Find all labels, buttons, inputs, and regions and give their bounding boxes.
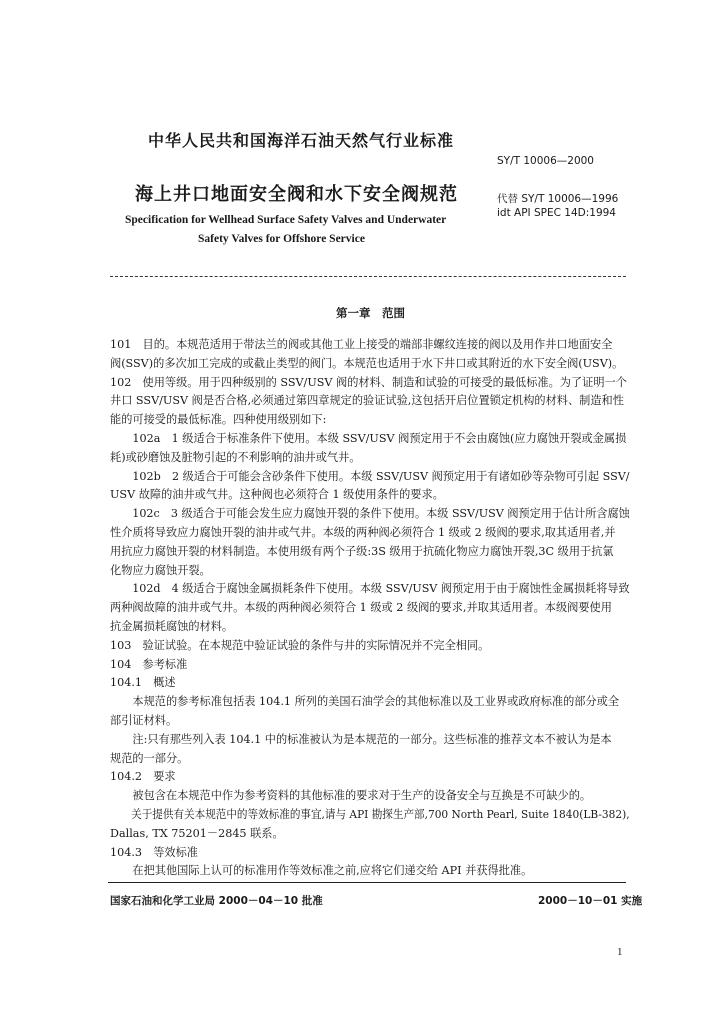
standard-number: SY/T 10006—2000 <box>497 155 594 167</box>
body-line: 104.3 等效标准 <box>110 845 198 859</box>
body-line: 在把其他国际上认可的标准用作等效标准之前,应将它们递交给 API 并获得批准。 <box>110 864 533 878</box>
body-line: 部引证材料。 <box>110 714 178 727</box>
body-line: 102c 3 级适合于可能会发生应力腐蚀开裂的条件下使用。本级 SSV/USV 阀预定用于估计所含腐蚀 <box>110 507 630 521</box>
document-title-cn: 海上井口地面安全阀和水下安全阀规范 <box>135 184 458 205</box>
footer-divider <box>108 882 626 883</box>
body-line: 102 使用等级。用于四种级别的 SSV/USV 阀的材料、制造和试验的可接受的最低标准。为了证明一个 <box>110 375 627 389</box>
document-title-en-line1: Specification for Wellhead Surface Safety Valves and Underwater <box>125 214 447 226</box>
body-line: 规范的一部分。 <box>110 751 189 765</box>
standard-category-title: 中华人民共和国海洋石油天然气行业标准 <box>148 131 455 150</box>
body-line: 101 目的。本规范适用于带法兰的阀或其他工业上接受的端部非螺纹连接的阀以及用作井口地面安全 <box>110 338 613 351</box>
body-line: 性介质将导致应力腐蚀开裂的油井或气井。本级的两种阀必须符合 1 级或 2 级阀的要求,取其适用者,并 <box>110 526 616 539</box>
body-line: USV 故障的油井或气井。这种阀也必须符合 1 级使用条件的要求。 <box>110 488 444 502</box>
idt-note: idt API SPEC 14D:1994 <box>497 207 616 219</box>
body-line: 104 参考标准 <box>110 657 188 671</box>
body-line: 注:只有那些列入表 104.1 中的标准被认为是本规范的一部分。这些标准的推荐文本不被认为是本 <box>110 732 612 746</box>
body-line: 102a 1 级适合于标准条件下使用。本级 SSV/USV 阀预定用于不会由腐蚀(应力腐蚀开裂或金属损 <box>110 432 627 445</box>
body-line: 能的可接受的最低标准。四种使用级别如下: <box>110 413 327 427</box>
body-line: 103 验证试验。在本规范中验证试验的条件与井的实际情况并不完全相同。 <box>110 638 490 652</box>
body-line: 关于提供有关本规范中的等效标准的事宜,请与 API 勘探生产部,700 North Pearl, Suite 1840(LB-382), <box>110 808 630 821</box>
body-line: 104.1 概述 <box>110 676 176 690</box>
body-line: 两种阀故障的油井或气井。本级的两种阀必须符合 1 级或 2 级阀的要求,并取其适用者。本级阀要使用 <box>110 601 612 615</box>
body-line: 本规范的参考标准包括表 104.1 所列的美国石油学会的其他标准以及工业界或政府标准的部分或全 <box>110 695 620 709</box>
effective-date: 2000－10－01 实施 <box>538 895 643 907</box>
page-number: 1 <box>617 946 623 958</box>
body-line: 抗金属损耗腐蚀的材料。 <box>110 620 234 633</box>
body-line: 用抗应力腐蚀开裂的材料制造。本使用级有两个子级:3S 级用于抗硫化物应力腐蚀开裂,3C 级用于抗氯 <box>110 544 614 558</box>
body-line: 耗)或砂磨蚀及脏物引起的不利影响的油井或气井。 <box>110 450 361 464</box>
body-line: 被包含在本规范中作为参考资料的其他标准的要求对于生产的设备安全与互换是不可缺少的。 <box>110 789 592 803</box>
header-divider <box>110 276 626 277</box>
approval-note: 国家石油和化学工业局 2000－04－10 批准 <box>110 895 323 907</box>
body-line: 阀(SSV)的多次加工完成的或截止类型的阀门。本规范也适用于水下井口或其附近的水下安全阀(USV)。 <box>110 356 624 370</box>
body-line: 化物应力腐蚀开裂。 <box>110 563 211 577</box>
chapter-heading: 第一章 范围 <box>336 306 405 320</box>
body-line: 102b 2 级适合于可能会含砂条件下使用。本级 SSV/USV 阀预定用于有诸如砂等杂物可引起 SSV/ <box>110 469 630 483</box>
body-line: 104.2 要求 <box>110 770 176 784</box>
body-line: Dallas, TX 75201－2845 联系。 <box>110 826 284 840</box>
body-line: 井口 SSV/USV 阀是否合格,必须通过第四章规定的验证试验,这包括开启位置锁定机构的材料、制造和性 <box>110 394 624 408</box>
body-line: 102d 4 级适合于腐蚀金属损耗条件下使用。本级 SSV/USV 阀预定用于由于腐蚀性金属损耗将导致 <box>110 582 630 596</box>
document-title-en-line2: Safety Valves for Offshore Service <box>198 233 365 245</box>
replaces-note: 代替 SY/T 10006—1996 <box>497 193 619 205</box>
